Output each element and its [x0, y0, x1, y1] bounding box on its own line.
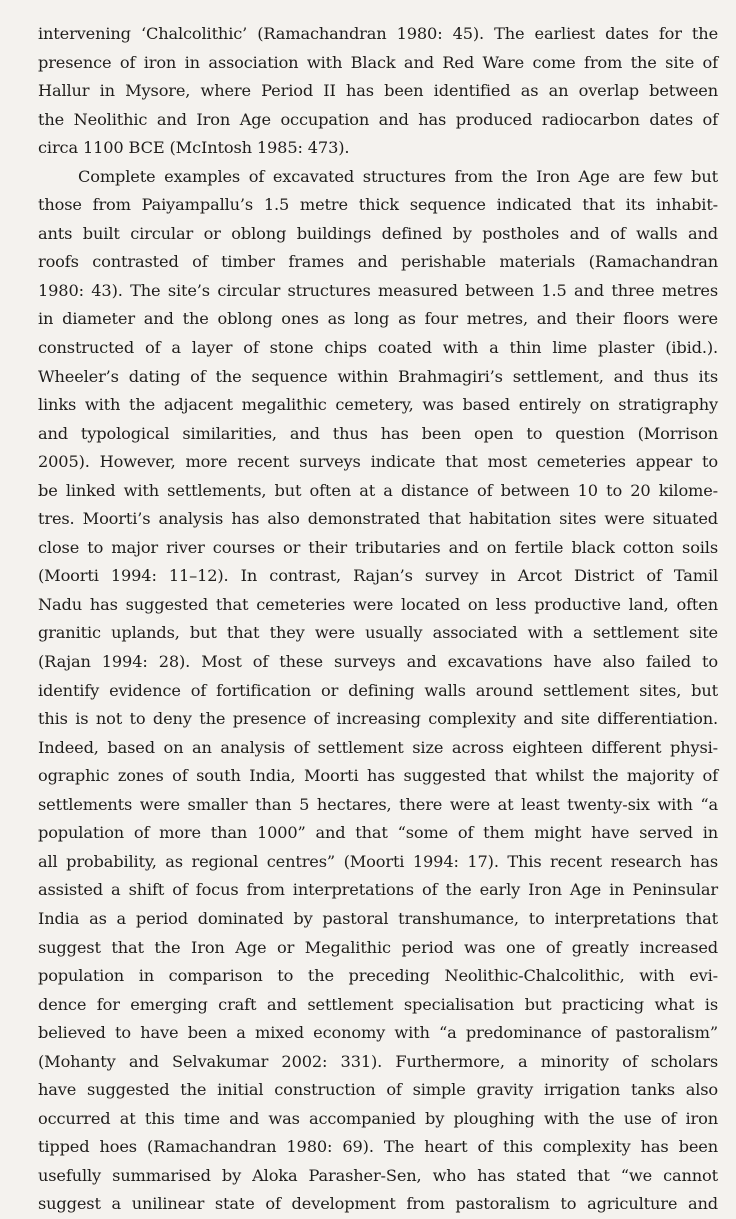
text-line: presence of iron in association with Black and Red Ware come from the site of	[38, 52, 718, 72]
text-line: ants built circular or oblong buildings defined by postholes and of walls and	[38, 223, 718, 243]
text-line: 2005). However, more recent surveys indicate that most cemeteries appear to	[38, 452, 718, 472]
text-line: granitic uplands, but that they were usually associated with a settlement site	[38, 623, 718, 643]
text-line: links with the adjacent megalithic cemetery, was based entirely on stratigraphy	[38, 395, 718, 415]
text-line: roofs contrasted of timber frames and perishable materials (Ramachandran	[38, 252, 718, 272]
text-line: (Rajan 1994: 28). Most of these surveys and excavations have also failed to	[38, 652, 718, 672]
text-line: ographic zones of south India, Moorti has suggested that whilst the majority of	[38, 766, 718, 786]
text-line: close to major river courses or their tributaries and on fertile black cotton soils	[38, 537, 718, 557]
text-line: suggest that the Iron Age or Megalithic period was one of greatly increased	[38, 937, 718, 957]
text-line: (Moorti 1994: 11–12). In contrast, Rajan’s survey in Arcot District of Tamil	[38, 566, 718, 586]
text-line: have suggested the initial construction of simple gravity irrigation tanks also	[38, 1080, 718, 1100]
text-line: all probability, as regional centres” (Moorti 1994: 17). This recent research has	[38, 851, 718, 871]
text-line: Nadu has suggested that cemeteries were located on less productive land, often	[38, 594, 718, 614]
paragraph	[38, 20, 718, 163]
text-line: Complete examples of excavated structures from the Iron Age are few but	[78, 166, 718, 186]
text-line: in diameter and the oblong ones as long as four metres, and their floors were	[38, 309, 718, 329]
text-line: (Mohanty and Selvakumar 2002: 331). Furthermore, a minority of scholars	[38, 1051, 718, 1071]
text-line: constructed of a layer of stone chips coated with a thin lime plaster (ibid.).	[38, 338, 718, 358]
text-line: and typological similarities, and thus has been open to question (Morrison	[38, 423, 718, 443]
text-line: intervening ‘Chalcolithic’ (Ramachandran 1980: 45). The earliest dates for the	[38, 24, 718, 43]
text-line: population in comparison to the preceding Neolithic-Chalcolithic, with evi-	[38, 966, 718, 986]
text-line: tres. Moorti’s analysis has also demonstrated that habitation sites were situated	[38, 509, 718, 529]
paragraph	[38, 163, 718, 1219]
text-line: usefully summarised by Aloka Parasher-Sen, who has stated that “we cannot	[38, 1165, 718, 1185]
text-line: identify evidence of fortification or defining walls around settlement sites, but	[38, 680, 718, 700]
text-line: the Neolithic and Iron Age occupation and has produced radiocarbon dates of	[38, 109, 718, 129]
text-line: dence for emerging craft and settlement specialisation but practicing what is	[38, 994, 718, 1014]
text-line: population of more than 1000” and that “some of them might have served in	[38, 823, 718, 843]
text-line: suggest a unilinear state of development from pastoralism to agriculture and	[38, 1194, 718, 1214]
body-text	[38, 20, 718, 1219]
text-line: 1980: 43). The site’s circular structures measured between 1.5 and three metres	[38, 280, 718, 300]
text-line: occurred at this time and was accompanied by ploughing with the use of iron	[38, 1108, 718, 1128]
text-line: tipped hoes (Ramachandran 1980: 69). The heart of this complexity has been	[38, 1137, 718, 1157]
text-line: believed to have been a mixed economy with “a predominance of pastoralism”	[38, 1023, 718, 1043]
text-line: Wheeler’s dating of the sequence within Brahmagiri’s settlement, and thus its	[38, 366, 718, 386]
text-line: settlements were smaller than 5 hectares, there were at least twenty-six with “a	[38, 794, 718, 814]
text-line: this is not to deny the presence of increasing complexity and site differentiation.	[38, 709, 718, 729]
text-line: India as a period dominated by pastoral transhumance, to interpretations that	[38, 908, 718, 928]
text-line: circa 1100 BCE (McIntosh 1985: 473).	[38, 138, 350, 158]
text-line: Indeed, based on an analysis of settlement size across eighteen different physi-	[38, 737, 718, 757]
text-line: Hallur in Mysore, where Period II has been identified as an overlap between	[38, 81, 718, 101]
text-line: assisted a shift of focus from interpretations of the early Iron Age in Peninsular	[38, 880, 718, 900]
text-line: be linked with settlements, but often at a distance of between 10 to 20 kilome-	[38, 480, 718, 500]
text-line: those from Paiyampallu’s 1.5 metre thick sequence indicated that its inhabit-	[38, 195, 718, 215]
